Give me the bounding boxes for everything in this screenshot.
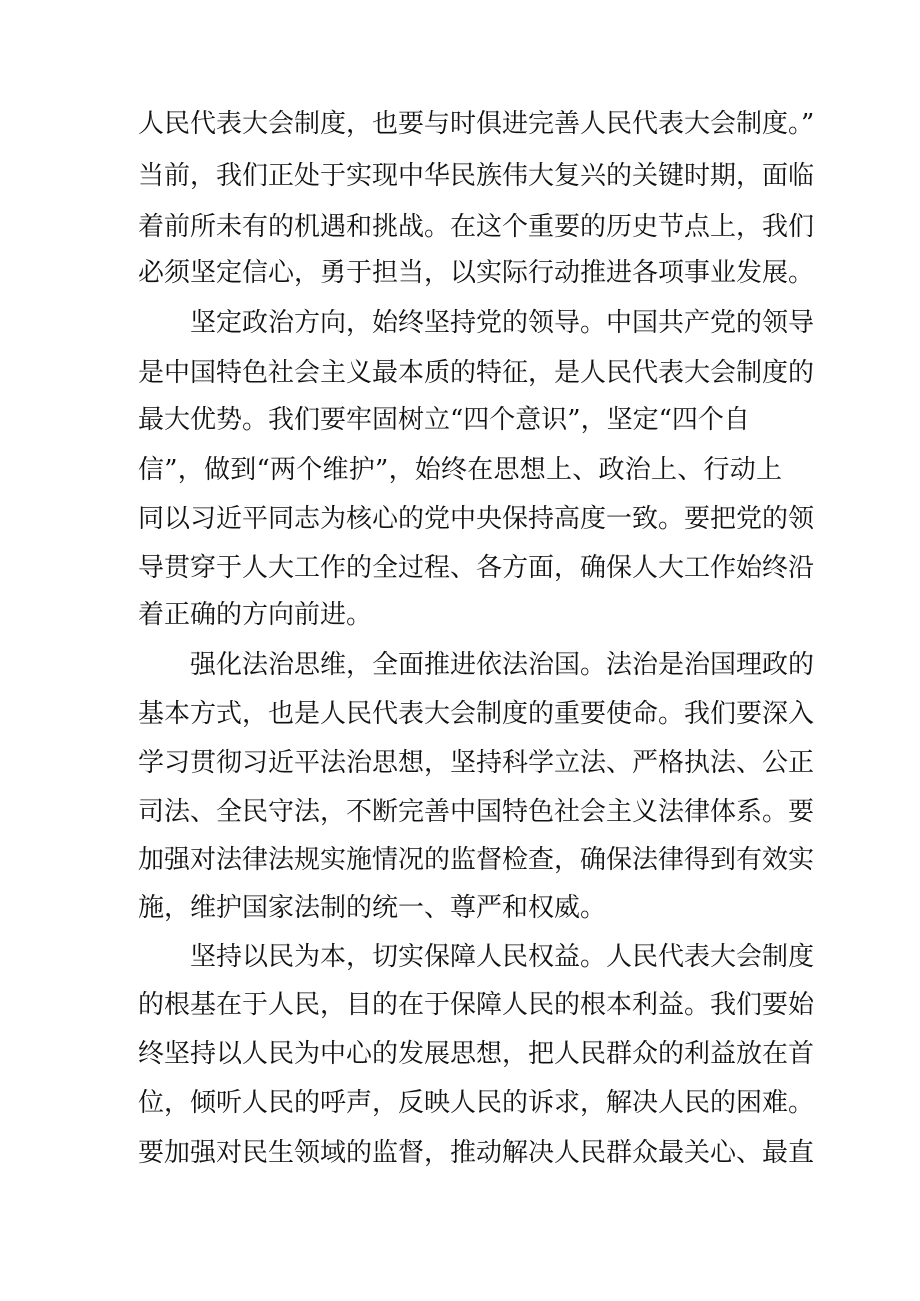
paragraph-heading-line: 强化法治思维，全面推进依法治国。法治是治国理政的 [190, 650, 815, 680]
text-line: 着正确的方向前进。 [138, 600, 373, 630]
text-line: 加强对法律法规实施情况的监督检查，确保法律得到有效实 [138, 845, 815, 875]
text-line: 司法、全民守法，不断完善中国特色社会主义法律体系。要 [138, 797, 815, 827]
text-line: 的根基在于人民，目的在于保障人民的根本利益。我们要始 [138, 990, 815, 1020]
text-line: 着前所未有的机遇和挑战。在这个重要的历史节点上，我们 [138, 212, 815, 242]
text-line: 学习贯彻习近平法治思想，坚持科学立法、严格执法、公正 [138, 748, 815, 778]
text-line: 施，维护国家法制的统一、尊严和权威。 [138, 893, 607, 923]
text-line: 位，倾听人民的呼声，反映人民的诉求，解决人民的困难。 [138, 1088, 815, 1118]
paragraph-heading-line: 坚定政治方向，始终坚持党的领导。中国共产党的领导 [190, 308, 815, 338]
text-line: 要加强对民生领域的监督，推动解决人民群众最关心、最直 [138, 1138, 815, 1168]
text-line: 终坚持以人民为中心的发展思想，把人民群众的利益放在首 [138, 1039, 815, 1069]
text-line: 是中国特色社会主义最本质的特征，是人民代表大会制度的 [138, 358, 815, 388]
text-line: 基本方式，也是人民代表大会制度的重要使命。我们要深入 [138, 699, 815, 729]
text-line: 当前，我们正处于实现中华民族伟大复兴的关键时期，面临 [138, 161, 815, 191]
text-line: 人民代表大会制度，也要与时俱进完善人民代表大会制度。” [138, 109, 815, 139]
text-line: 信”，做到“两个维护”，始终在思想上、政治上、行动上 [138, 455, 782, 485]
text-line: 最大优势。我们要牢固树立“四个意识”，坚定“四个自 [138, 405, 750, 435]
text-line: 同以习近平同志为核心的党中央保持高度一致。要把党的领 [138, 504, 815, 534]
paragraph-heading-line: 坚持以民为本，切实保障人民权益。人民代表大会制度 [190, 942, 815, 972]
text-line: 导贯穿于人大工作的全过程、各方面，确保人大工作始终沿 [138, 553, 815, 583]
text-line: 必须坚定信心，勇于担当，以实际行动推进各项事业发展。 [138, 258, 815, 288]
